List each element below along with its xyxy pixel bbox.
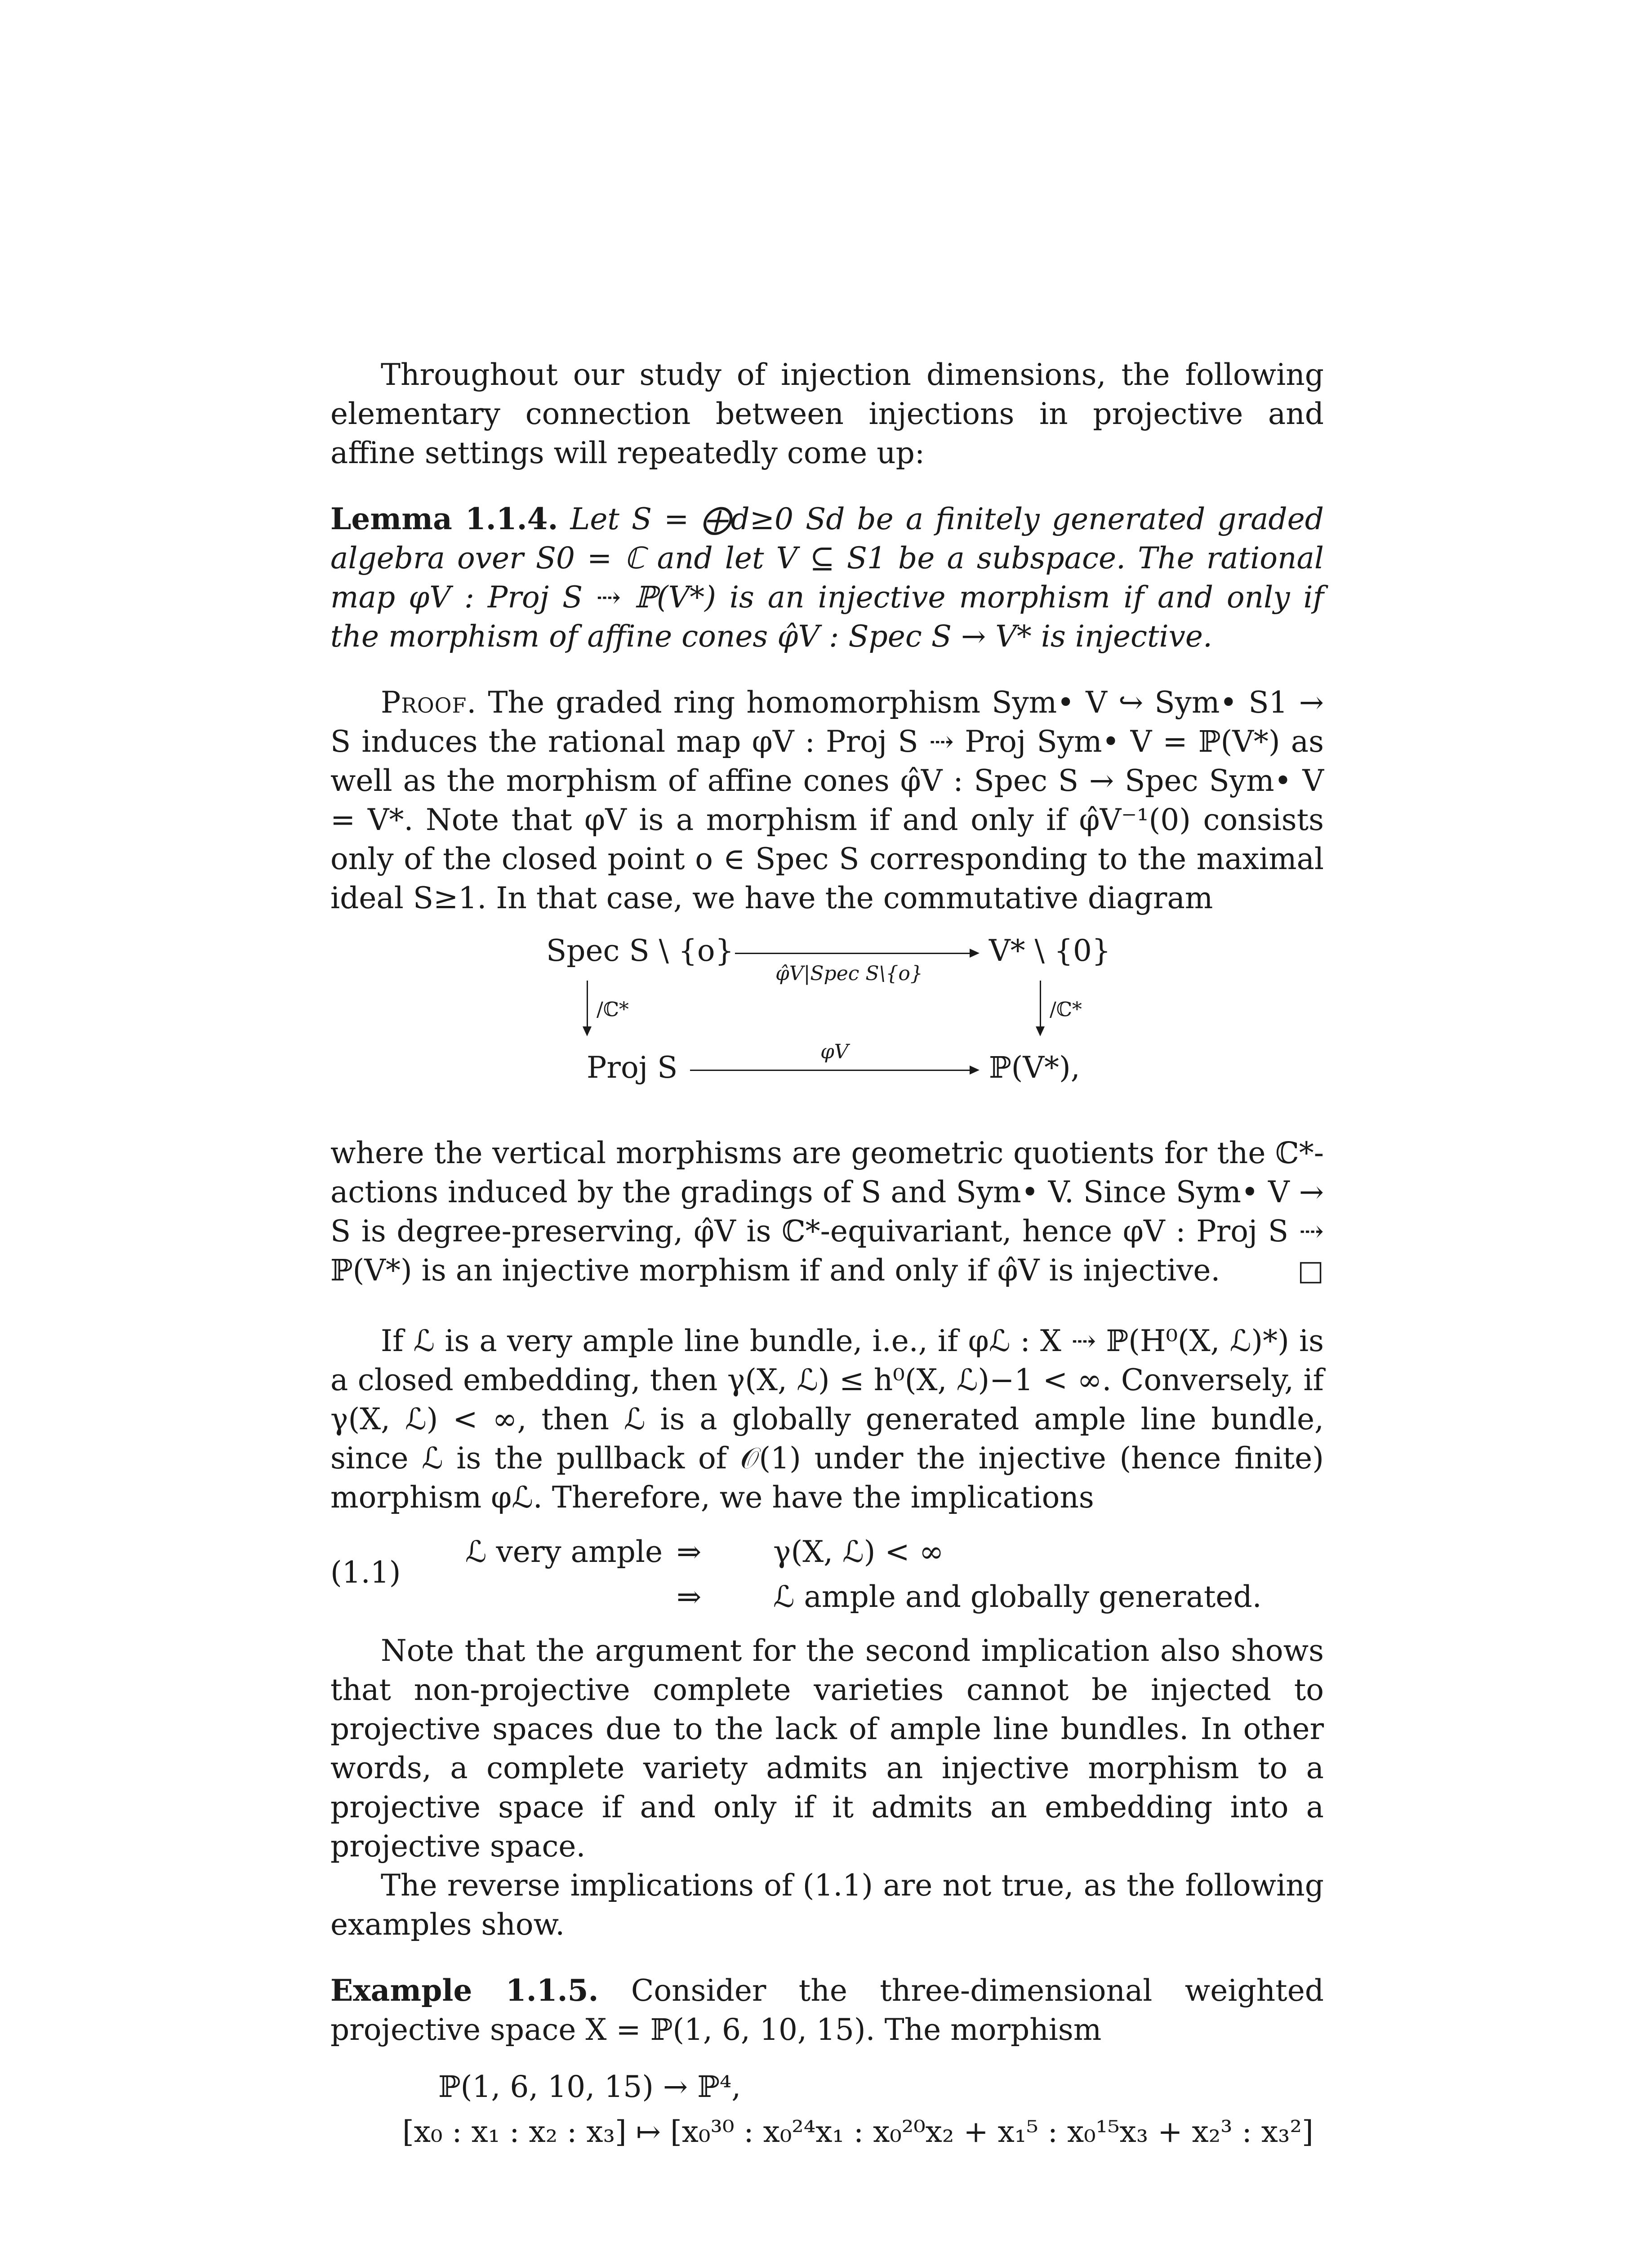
proof-label: Proof. [381, 685, 477, 720]
note-paragraph: Note that the argument for the second implication also shows that non-projective complete varieties cannot be injected to projective spaces due to the lack of ample line bundles. In other words, a complete variety admits an injective morphism to a projective space if and only if it admits an embedding into a projective space. [330, 1633, 1324, 1864]
diagram-top-arrow [735, 953, 978, 954]
equation-row1-left: ℒ very ample [465, 1534, 663, 1569]
qed-symbol: □ [1297, 1254, 1324, 1287]
lemma-text: Let S = ⨁d≥0 Sd be a finitely generated graded algebra over S0 = ℂ and let V ⊆ S1 be a subspace. The rational map φV : Proj S ⇢ ℙ(V*) is an injective morphism if and only if the morphism of affine cones φ̂V : Spec S → V* is injective. [330, 502, 1324, 654]
diagram-bottom-left: Proj S [587, 1050, 678, 1085]
ample-paragraph: If ℒ is a very ample line bundle, i.e., if φℒ : X ⇢ ℙ(H⁰(X, ℒ)*) is a closed embedding, then γ(X, ℒ) ≤ h⁰(X, ℒ)−1 < ∞. Conversely, if γ(X, ℒ) < ∞, then ℒ is a globally generated ample line bundle, since ℒ is the pullback of 𝒪(1) under the injective (hence finite) morphism φℒ. Therefore, we have the implications [330, 1324, 1324, 1515]
commutative-diagram [330, 931, 1324, 1115]
reverse-paragraph: The reverse implications of (1.1) are not true, as the following examples show. [330, 1868, 1324, 1942]
example-text: Consider the three-dimensional weighted projective space X = ℙ(1, 6, 10, 15). The morphism [330, 1973, 1324, 2047]
equation-row1-arrow: ⇒ [677, 1534, 702, 1569]
example-label: Example 1.1.5. [330, 1973, 599, 2008]
equation-row2-arrow: ⇒ [677, 1579, 702, 1614]
diagram-bottom-arrow [690, 1070, 978, 1071]
proof-paragraph-2 [330, 1133, 1324, 1290]
example-display-line-2: [x₀ : x₁ : x₂ : x₃] ↦ [x₀³⁰ : x₀²⁴x₁ : x₀²⁰x₂ + x₁⁵ : x₀¹⁵x₃ + x₂³ : x₃²] [402, 2114, 1314, 2149]
diagram-top-left: Spec S \ {o} [546, 933, 734, 968]
diagram-left-arrow [587, 981, 588, 1035]
diagram-bottom-right: ℙ(V*), [989, 1050, 1080, 1085]
page-content [330, 355, 1324, 2153]
example-display [330, 2058, 1324, 2153]
diagram-left-arrow-label: /ℂ* [597, 998, 629, 1021]
equation-number: (1.1) [330, 1555, 401, 1590]
diagram-right-arrow-label: /ℂ* [1050, 998, 1082, 1021]
intro-paragraph: Throughout our study of injection dimensions, the following elementary connection between injections in projective and affine settings will repeatedly come up: [330, 357, 1324, 470]
equation-row2-right: ℒ ample and globally generated. [773, 1579, 1262, 1614]
equation-row1-right: γ(X, ℒ) < ∞ [773, 1534, 944, 1569]
diagram-top-right: V* \ {0} [989, 933, 1111, 968]
lemma-label: Lemma 1.1.4. [330, 501, 558, 536]
proof-paragraph-1 [330, 683, 1324, 918]
diagram-top-arrow-label: φ̂V|Spec S\{o} [775, 962, 923, 985]
proof-text-1: The graded ring homomorphism Sym• V ↪ Sym• S1 → S induces the rational map φV : Proj S ⇢ Proj Sym• V = ℙ(V*) as well as the morphism of affine cones φ̂V : Spec S → Spec Sym• V = V*. Note that φV is a morphism if and only if φ̂V⁻¹(0) consists only of the closed point o ∈ Spec S corresponding to the maximal ideal S≥1. In that case, we have the commutative diagram [330, 685, 1324, 915]
diagram-bottom-arrow-label: φV [820, 1040, 849, 1063]
diagram-right-arrow [1040, 981, 1041, 1035]
example-display-line-1: ℙ(1, 6, 10, 15) → ℙ⁴, [438, 2070, 741, 2104]
example-block [330, 1971, 1324, 2049]
equation-1-1 [330, 1532, 1324, 1618]
lemma-block [330, 500, 1324, 656]
proof-text-2: where the vertical morphisms are geometric quotients for the ℂ*-actions induced by the gradings of S and Sym• V. Since Sym• V → S is degree-preserving, φ̂V is ℂ*-equivariant, hence φV : Proj S ⇢ ℙ(V*) is an injective morphism if and only if φ̂V is injective. [330, 1136, 1324, 1288]
